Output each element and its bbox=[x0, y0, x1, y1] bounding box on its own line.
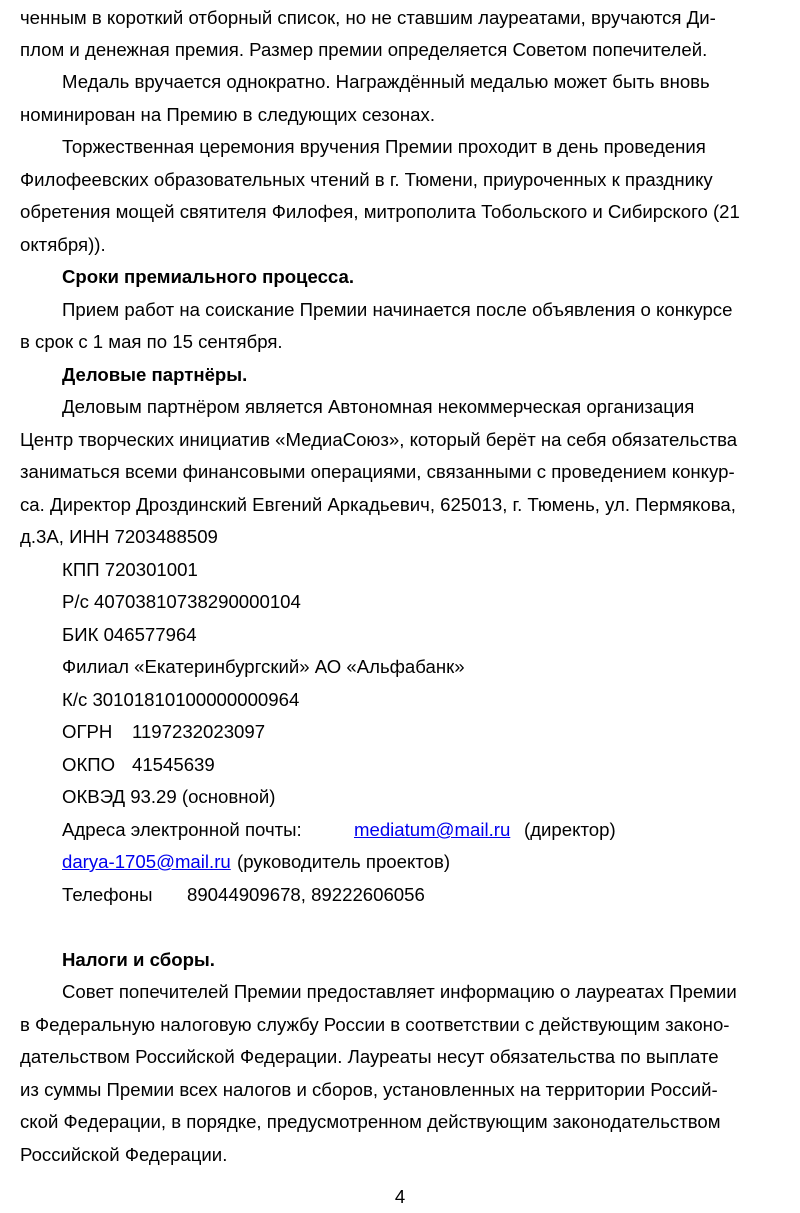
paragraph-line: Российской Федерации. bbox=[20, 1144, 228, 1165]
requisite-okpo-label: ОКПО bbox=[62, 754, 116, 775]
requisite-okved: ОКВЭД 93.29 (основной) bbox=[62, 786, 276, 807]
paragraph-line: Медаль вручается однократно. Награждённый медалью может быть вновь bbox=[62, 71, 710, 92]
paragraph-line: Прием работ на соискание Премии начинается после объявления о конкурсе bbox=[62, 299, 733, 320]
paragraph-line: Торжественная церемония вручения Премии проходит в день проведения bbox=[62, 136, 706, 157]
paragraph-line: дательством Российской Федерации. Лауреаты несут обязательства по выплате bbox=[20, 1046, 719, 1067]
section-heading-taxes: Налоги и сборы. bbox=[62, 949, 215, 970]
requisite-ogrn-value: 1197232023097 bbox=[132, 721, 266, 742]
paragraph-line: в срок с 1 мая по 15 сентября. bbox=[20, 331, 283, 352]
requisite-kpp: КПП 720301001 bbox=[62, 559, 198, 580]
paragraph-line: ской Федерации, в порядке, предусмотренном действующим законодательством bbox=[20, 1111, 721, 1132]
email-link-director[interactable]: mediatum@mail.ru bbox=[354, 819, 511, 840]
section-heading-partners: Деловые партнёры. bbox=[62, 364, 248, 385]
email-link-projects[interactable]: darya-1705@mail.ru bbox=[62, 851, 231, 872]
paragraph-line: д.3А, ИНН 7203488509 bbox=[20, 526, 218, 547]
email-note-projects: (руководитель проектов) bbox=[237, 851, 451, 872]
paragraph-line: в Федеральную налоговую службу России в соответствии с действующим законо- bbox=[20, 1014, 730, 1035]
paragraph-line: Центр творческих инициатив «МедиаСоюз», который берёт на себя обязательства bbox=[20, 429, 738, 450]
paragraph-line: обретения мощей святителя Филофея, митрополита Тобольского и Сибирского (21 bbox=[20, 201, 740, 222]
paragraph-line: Деловым партнёром является Автономная некоммерческая организация bbox=[62, 396, 695, 417]
requisite-ks: К/с 30101810100000000964 bbox=[62, 689, 300, 710]
requisite-bik: БИК 046577964 bbox=[62, 624, 197, 645]
paragraph-line: са. Директор Дроздинский Евгений Аркадьевич, 625013, г. Тюмень, ул. Пермякова, bbox=[20, 494, 736, 515]
phones-label: Телефоны bbox=[62, 884, 153, 905]
paragraph-line: Совет попечителей Премии предоставляет информацию о лауреатах Премии bbox=[62, 981, 737, 1002]
paragraph-line: заниматься всеми финансовыми операциями, связанными с проведением конкур- bbox=[20, 461, 735, 482]
section-heading-terms: Сроки премиального процесса. bbox=[62, 266, 354, 287]
page-number: 4 bbox=[394, 1186, 406, 1207]
paragraph-line: номинирован на Премию в следующих сезонах. bbox=[20, 104, 435, 125]
phones-value: 89044909678, 89222606056 bbox=[187, 884, 425, 905]
paragraph-line: плом и денежная премия. Размер премии определяется Советом попечителей. bbox=[20, 39, 708, 60]
paragraph-line: Филофеевских образовательных чтений в г. Тюмени, приуроченных к празднику bbox=[20, 169, 713, 190]
requisite-rs: Р/с 40703810738290000104 bbox=[62, 591, 301, 612]
requisite-ogrn-label: ОГРН bbox=[62, 721, 113, 742]
paragraph-line: из суммы Премии всех налогов и сборов, установленных на территории Россий- bbox=[20, 1079, 718, 1100]
paragraph-line: октября)). bbox=[20, 234, 106, 255]
requisite-branch: Филиал «Екатеринбургский» АО «Альфабанк» bbox=[62, 656, 465, 677]
requisite-okpo-value: 41545639 bbox=[132, 754, 215, 775]
email-label: Адреса электронной почты: bbox=[62, 819, 302, 840]
email-note-director: (директор) bbox=[524, 819, 616, 840]
paragraph-line: ченным в короткий отборный список, но не ставшим лауреатами, вручаются Ди- bbox=[20, 7, 716, 28]
